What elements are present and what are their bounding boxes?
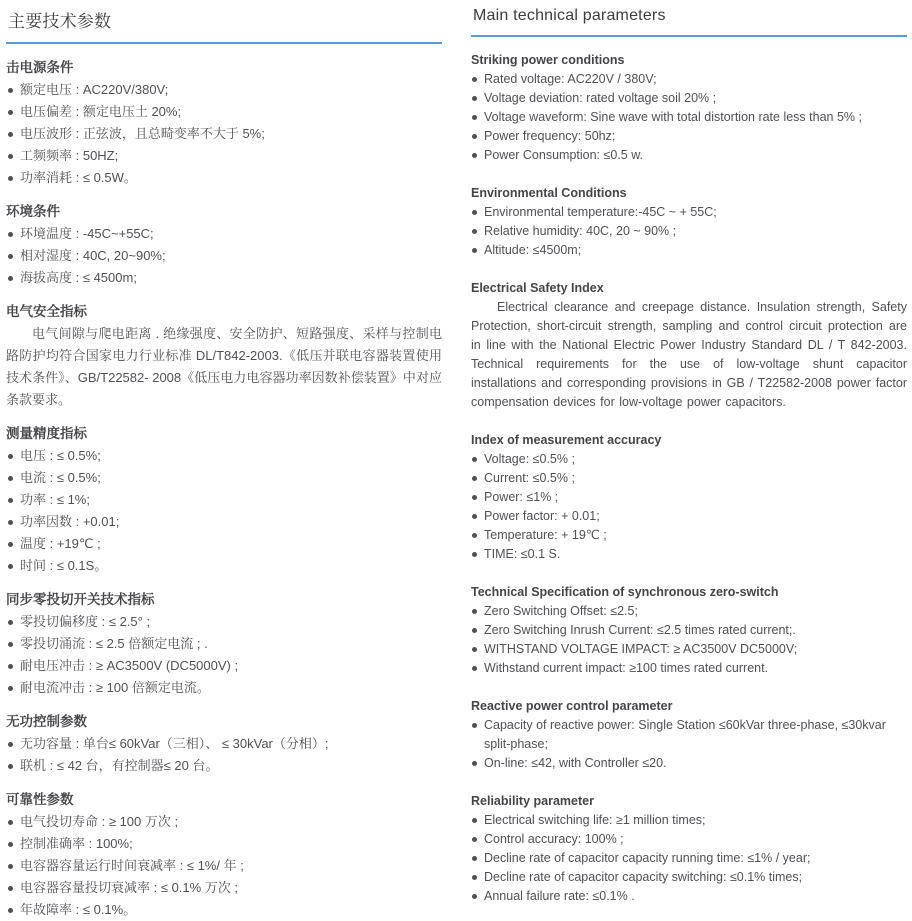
spec-section xyxy=(471,184,907,260)
spec-section xyxy=(471,431,907,564)
bullet-list xyxy=(471,70,907,165)
section-heading: 测量精度指标 xyxy=(6,426,87,441)
bullet-item: 电压偏差 : 额定电压土 20%; xyxy=(8,101,442,123)
bullet-item: 联机 : ≤ 42 台，有控制器≤ 20 台。 xyxy=(8,755,442,777)
bullet-item: 功率消耗 : ≤ 0.5W。 xyxy=(8,167,442,189)
spec-section xyxy=(6,57,442,189)
bullet-item: Current: ≤0.5% ; xyxy=(472,469,907,488)
bullet-list xyxy=(6,811,442,921)
spec-section xyxy=(6,589,442,699)
bullet-item: Electrical switching life: ≥1 million times; xyxy=(472,811,907,830)
bullet-item: Control accuracy: 100% ; xyxy=(472,830,907,849)
bullet-item: Voltage waveform: Sine wave with total distortion rate less than 5% ; xyxy=(472,108,907,127)
bullet-item: Decline rate of capacitor capacity switching: ≤0.1% times; xyxy=(472,868,907,887)
section-heading: 电气安全指标 xyxy=(6,304,87,319)
section-heading: 可靠性参数 xyxy=(6,792,74,807)
bullet-list xyxy=(6,79,442,189)
page-title-chinese: 主要技术参数 xyxy=(6,0,442,44)
spec-section xyxy=(471,697,907,773)
bullet-list xyxy=(6,611,442,699)
bullet-item: 电流 : ≤ 0.5%; xyxy=(8,467,442,489)
section-heading: 同步零投切开关技术指标 xyxy=(6,592,155,607)
bullet-item: Altitude: ≤4500m; xyxy=(472,241,907,260)
column-chinese xyxy=(6,0,442,921)
bullet-item: Power Consumption: ≤0.5 w. xyxy=(472,146,907,165)
section-heading: Striking power conditions xyxy=(471,53,625,67)
bullet-item: 时间 : ≤ 0.1S。 xyxy=(8,555,442,577)
bullet-item: 电压 : ≤ 0.5%; xyxy=(8,445,442,467)
bullet-list xyxy=(6,223,442,289)
section-heading: 环境条件 xyxy=(6,204,60,219)
bullet-item: 工频频率 : 50HZ; xyxy=(8,145,442,167)
bullet-item: Zero Switching Offset: ≤2.5; xyxy=(472,602,907,621)
spec-section xyxy=(471,583,907,678)
bullet-list xyxy=(471,811,907,906)
bullet-item: Environmental temperature:-45C ~ + 55C; xyxy=(472,203,907,222)
spec-section xyxy=(471,279,907,412)
bullet-item: 耐电压冲击 : ≥ AC3500V (DC5000V) ; xyxy=(8,655,442,677)
section-heading: Technical Specification of synchronous zero-switch xyxy=(471,585,779,599)
spec-section xyxy=(6,423,442,577)
bullet-item: 控制准确率 : 100%; xyxy=(8,833,442,855)
spec-section xyxy=(6,789,442,921)
bullet-item: Decline rate of capacitor capacity running time: ≤1% / year; xyxy=(472,849,907,868)
bullet-list xyxy=(471,716,907,773)
bullet-item: Voltage deviation: rated voltage soil 20% ; xyxy=(472,89,907,108)
bullet-item: Withstand current impact: ≥100 times rated current. xyxy=(472,659,907,678)
section-paragraph: 电气间隙与爬电距离 . 绝缘强度、安全防护、短路强度、采样与控制电路防护均符合国家电力行业标准 DL/T842-2003.《低压并联电容器装置使用技术条件》、GB/T22582- 2008《低压电力电容器功率因数补偿装置》中对应条款要求。 xyxy=(6,326,442,407)
column-english xyxy=(471,0,907,921)
bullet-item: Annual failure rate: ≤0.1% . xyxy=(472,887,907,906)
bullet-item: 年故障率 : ≤ 0.1%。 xyxy=(8,899,442,921)
bullet-item: 电容器容量运行时间衰减率 : ≤ 1%/ 年 ; xyxy=(8,855,442,877)
english-sections xyxy=(471,51,907,906)
bullet-item: Capacity of reactive power: Single Station ≤60kVar three-phase, ≤30kvar split-phase; xyxy=(472,716,907,754)
bullet-item: 额定电压 : AC220V/380V; xyxy=(8,79,442,101)
spec-section xyxy=(6,711,442,777)
section-heading: Reliability parameter xyxy=(471,794,594,808)
bullet-item: 海拔高度 : ≤ 4500m; xyxy=(8,267,442,289)
bullet-item: 电压波形 : 正弦波，且总畸变率不大于 5%; xyxy=(8,123,442,145)
section-heading: Index of measurement accuracy xyxy=(471,433,662,447)
bullet-list xyxy=(471,203,907,260)
bullet-item: Power factor: + 0.01; xyxy=(472,507,907,526)
bullet-item: 零投切涌流 : ≤ 2.5 倍额定电流 ; . xyxy=(8,633,442,655)
section-heading: Reactive power control parameter xyxy=(471,699,673,713)
bullet-item: Zero Switching Inrush Current: ≤2.5 times rated current;. xyxy=(472,621,907,640)
section-heading: 击电源条件 xyxy=(6,60,74,75)
bullet-item: 零投切偏移度 : ≤ 2.5° ; xyxy=(8,611,442,633)
bullet-list xyxy=(471,450,907,564)
bullet-item: 相对湿度 : 40C, 20~90%; xyxy=(8,245,442,267)
bullet-item: TIME: ≤0.1 S. xyxy=(472,545,907,564)
bullet-list xyxy=(6,733,442,777)
spec-section xyxy=(6,201,442,289)
bullet-item: On-line: ≤42, with Controller ≤20. xyxy=(472,754,907,773)
bullet-item: Voltage: ≤0.5% ; xyxy=(472,450,907,469)
spec-section xyxy=(471,51,907,165)
bullet-item: Rated voltage: AC220V / 380V; xyxy=(472,70,907,89)
section-heading: 无功控制参数 xyxy=(6,714,87,729)
bullet-list xyxy=(6,445,442,577)
spec-section xyxy=(471,792,907,906)
bullet-item: 无功容量 : 单台≤ 60kVar（三相）、 ≤ 30kVar（分相）; xyxy=(8,733,442,755)
section-heading: Electrical Safety Index xyxy=(471,281,604,295)
bullet-item: 电气投切寿命 : ≥ 100 万次 ; xyxy=(8,811,442,833)
chinese-sections xyxy=(6,57,442,921)
bullet-item: Power frequency: 50hz; xyxy=(472,127,907,146)
bullet-item: 温度 : +19℃ ; xyxy=(8,533,442,555)
section-paragraph: Electrical clearance and creepage distance. Insulation strength, Safety Protection, short-circuit strength, sampling and control circuit protection are in line with the National Electric Power Industry Standard DL / T 842-2003. Technical requirements for the use of low-voltage shunt capacitor installations and corresponding provisions in GB / T22582-2008 power factor compensation devices for low-voltage power capacitors. xyxy=(471,300,907,409)
bullet-item: 功率 : ≤ 1%; xyxy=(8,489,442,511)
bullet-item: Power: ≤1% ; xyxy=(472,488,907,507)
bullet-item: 功率因数 : +0.01; xyxy=(8,511,442,533)
bullet-item: 电容器容量投切衰减率 : ≤ 0.1% 万次 ; xyxy=(8,877,442,899)
bullet-item: WITHSTAND VOLTAGE IMPACT: ≥ AC3500V DC5000V; xyxy=(472,640,907,659)
bullet-list xyxy=(471,602,907,678)
spec-section xyxy=(6,301,442,411)
section-heading: Environmental Conditions xyxy=(471,186,627,200)
bullet-item: Temperature: + 19℃ ; xyxy=(472,526,907,545)
bullet-item: 环境温度 : -45C~+55C; xyxy=(8,223,442,245)
bullet-item: Relative humidity: 40C, 20 ~ 90% ; xyxy=(472,222,907,241)
bullet-item: 耐电流冲击 : ≥ 100 倍额定电流。 xyxy=(8,677,442,699)
page-title-english: Main technical parameters xyxy=(471,0,907,37)
